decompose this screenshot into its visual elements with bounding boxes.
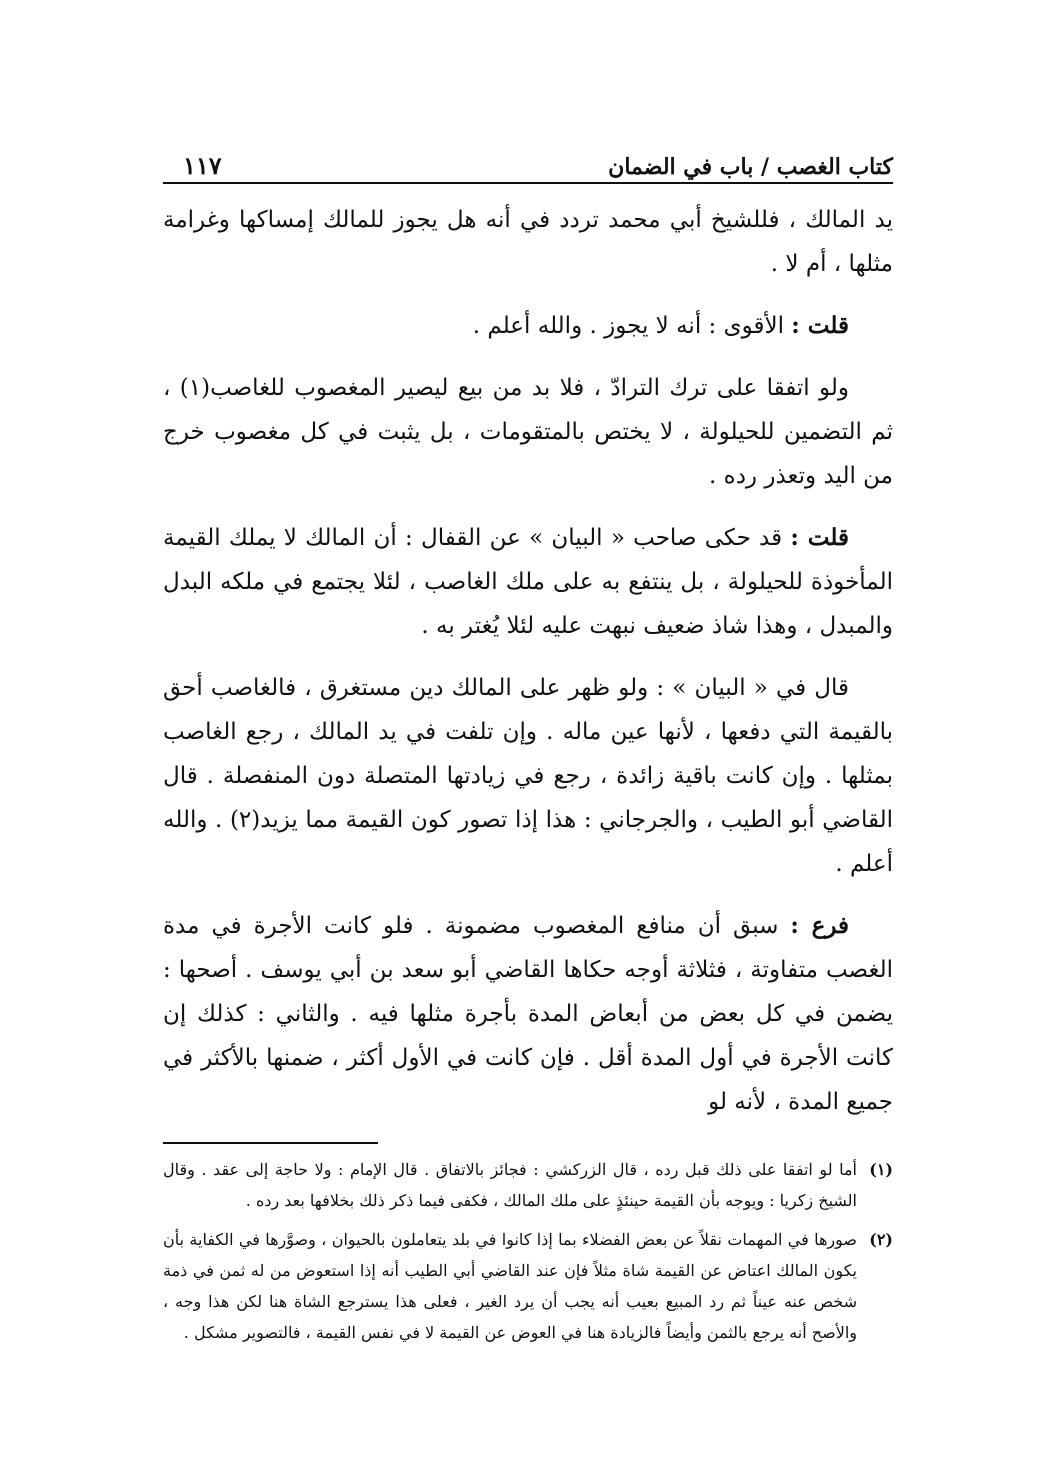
paragraph-text: الأقوى : أنه لا يجوز . والله أعلم . [472,313,792,339]
paragraph-lead: قلت : [790,524,849,551]
paragraph [163,516,893,648]
paragraph-lead: قلت : [791,312,849,339]
paragraph-text: سبق أن منافع المغصوب مضمونة . فلو كانت الأجرة في مدة الغصب متفاوتة ، فثلاثة أوجه حكاها القاضي أبو سعد بن أبي يوسف . أصحها : يضمن في كل بعض من أبعاض المدة بأجرة مثلها فيه . والثاني : كذلك إن كانت الأجرة في أول المدة أقل . فإن كانت في الأول أكثر ، ضمنها بالأكثر في جميع المدة ، لأنه لو [163,913,893,1115]
footnote-number: (٢) [869,1230,893,1249]
paragraph [163,666,893,886]
paragraph-text: قد حكى صاحب « البيان » عن القفال : أن المالك لا يملك القيمة المأخوذة للحيلولة ، بل ينتفع به على ملك الغاصب ، لئلا يجتمع في ملكه البدل والمبدل ، وهذا شاذ ضعيف نبهت عليه لئلا يُغتر به . [163,525,893,639]
footnote-divider [163,1142,378,1144]
footnote [163,1154,893,1216]
footnote-text: أما لو اتفقا على ذلك قبل رده ، قال الزركشي : فجائز بالاتفاق . قال الإمام : ولا حاجة إلى عقد . وقال الشيخ زكريا : ويوجه بأن القيمة حينئذٍ على ملك المالك ، فكفى فيما ذكر ذلك بخلافها بعد رده . [163,1160,857,1210]
footnote-text: صورها في المهمات نقلاً عن بعض الفضلاء بما إذا كانوا في بلد يتعاملون بالحيوان ، وصوَّرها في الكفاية بأن يكون المالك اعتاض عن القيمة شاة مثلاً فإن عند القاضي أبي الطيب أنه إذا استعوض من له ثمن في ذمة شخص عنه عيناً ثم رد المبيع بعيب أنه يجب أن يرد الغير ، فعلى هذا يسترجع الشاة هنا لكن هذا وجه ، والأصح أنه يرجع بالثمن وأيضاً فالزيادة هنا في العوض عن القيمة لا في نفس القيمة ، فالتصوير مشكل . [163,1230,857,1342]
footnotes [163,1154,893,1348]
paragraph-lead: فرع : [790,912,849,939]
paragraph-text: قال في « البيان » : ولو ظهر على المالك دين مستغرق ، فالغاصب أحق بالقيمة التي دفعها ، لأنها عين ماله . وإن تلفت في يد المالك ، رجع الغاصب بمثلها . وإن كانت باقية زائدة ، رجع في زيادتها المتصلة دون المنفصلة . قال القاضي أبو الطيب ، والجرجاني : هذا إذا تصور كون القيمة مما يزيد(٢) . والله أعلم . [163,675,894,877]
paragraph [163,366,893,498]
main-text [163,198,893,1124]
paragraph-text: ولو اتفقا على ترك الترادّ ، فلا بد من بيع ليصير المغصوب للغاصب(١) ، ثم التضمين للحيلولة ، لا يختص بالمتقومات ، بل يثبت في كل مغصوب خرج من اليد وتعذر رده . [163,375,893,489]
paragraph [163,904,893,1124]
running-title: كتاب الغصب / باب في الضمان [608,154,893,180]
footnote [163,1224,893,1348]
page-number: ١١٧ [183,151,222,180]
paragraph [163,304,893,348]
paragraph-text: يد المالك ، فللشيخ أبي محمد تردد في أنه هل يجوز للمالك إمساكها وغرامة مثلها ، أم لا . [163,207,893,277]
book-page [163,130,893,1356]
footnote-number: (١) [869,1160,893,1179]
page-header [163,130,893,184]
paragraph [163,198,893,286]
